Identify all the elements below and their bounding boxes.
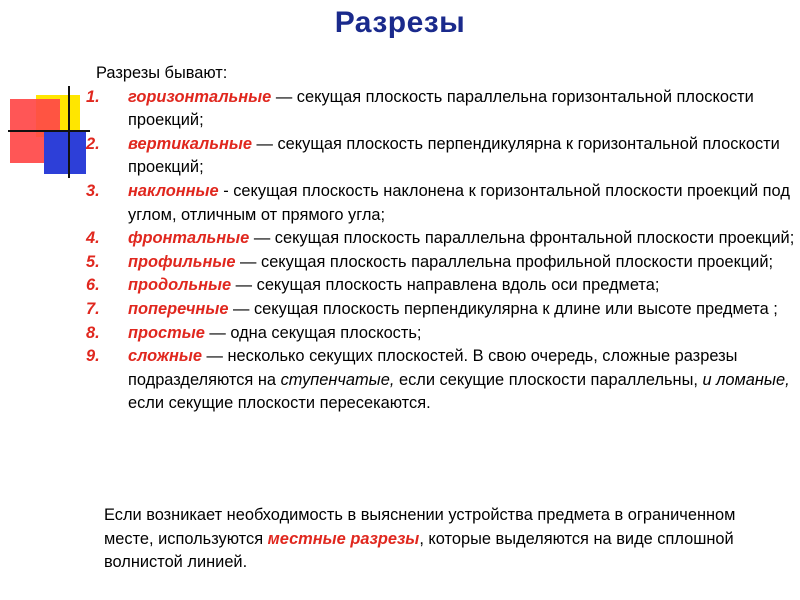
main-content <box>86 62 796 416</box>
item-number: 1. <box>86 87 100 106</box>
item-number: 3. <box>86 181 100 200</box>
item-term: сложные <box>128 347 202 366</box>
list-item <box>86 86 796 133</box>
item-term: наклонные <box>128 181 219 200</box>
item-description: — несколько секущих плоскостей. В свою очередь, сложные разрезы подразделяются на <box>128 347 738 389</box>
list-item <box>86 133 796 180</box>
list-item <box>86 322 796 346</box>
note-term: местные разрезы <box>267 529 420 548</box>
item-description: — одна секущая плоскость; <box>204 323 422 342</box>
item-number: 6. <box>86 276 100 295</box>
item-number: 2. <box>86 134 100 153</box>
item-term: простые <box>128 323 205 342</box>
decor-blue-square <box>44 132 86 174</box>
item-description: — секущая плоскость перпендикулярна к длине или высоте предмета ; <box>228 299 778 318</box>
item-description: — секущая плоскость параллельна горизонтальной плоскости проекций; <box>128 87 754 130</box>
item-term: вертикальные <box>128 134 252 153</box>
item-description: — секущая плоскость параллельна профильной плоскости проекций; <box>235 252 774 271</box>
item-number: 9. <box>86 347 100 366</box>
item-description: если секущие плоскости пересекаются. <box>128 394 431 413</box>
item-term: горизонтальные <box>128 87 272 106</box>
item-italic-term: и ломаные, <box>702 370 790 389</box>
decor-vertical-line <box>68 86 70 178</box>
note-text: Если возникает необходимость в выяснении устройства предмета в ограниченном месте, используются <box>104 506 736 548</box>
item-italic-term: ступенчатые, <box>280 370 395 389</box>
item-description: — секущая плоскость направлена вдоль оси предмета; <box>231 276 660 295</box>
item-term: профильные <box>128 252 236 271</box>
item-term: продольные <box>128 276 232 295</box>
intro-text: Разрезы бывают: <box>96 64 228 82</box>
item-term: поперечные <box>128 299 229 318</box>
local-cuts-note <box>104 504 784 575</box>
list-item <box>86 274 796 298</box>
item-description: — секущая плоскость параллельна фронтальной плоскости проекций; <box>249 229 795 248</box>
item-number: 4. <box>86 229 100 248</box>
page-title: Разрезы <box>334 6 466 39</box>
list-item <box>86 227 796 251</box>
item-number: 7. <box>86 299 100 318</box>
list-item <box>86 180 796 227</box>
item-number: 5. <box>86 252 100 271</box>
item-description: — секущая плоскость перпендикулярна к горизонтальной плоскости проекций; <box>128 134 780 177</box>
item-description: - секущая плоскость наклонена к горизонтальной плоскости проекций под углом, отличным от прямого угла; <box>128 181 790 224</box>
item-description: если секущие плоскости параллельны, <box>394 370 703 389</box>
list-item <box>86 251 796 275</box>
item-number: 8. <box>86 323 100 342</box>
list-item <box>86 345 796 416</box>
note-text: , которые выделяются на виде сплошной волнистой линией. <box>104 529 734 572</box>
list-item <box>86 298 796 322</box>
decor-horizontal-line <box>8 130 90 132</box>
item-term: фронтальные <box>128 229 250 248</box>
cut-types-list <box>86 86 796 416</box>
